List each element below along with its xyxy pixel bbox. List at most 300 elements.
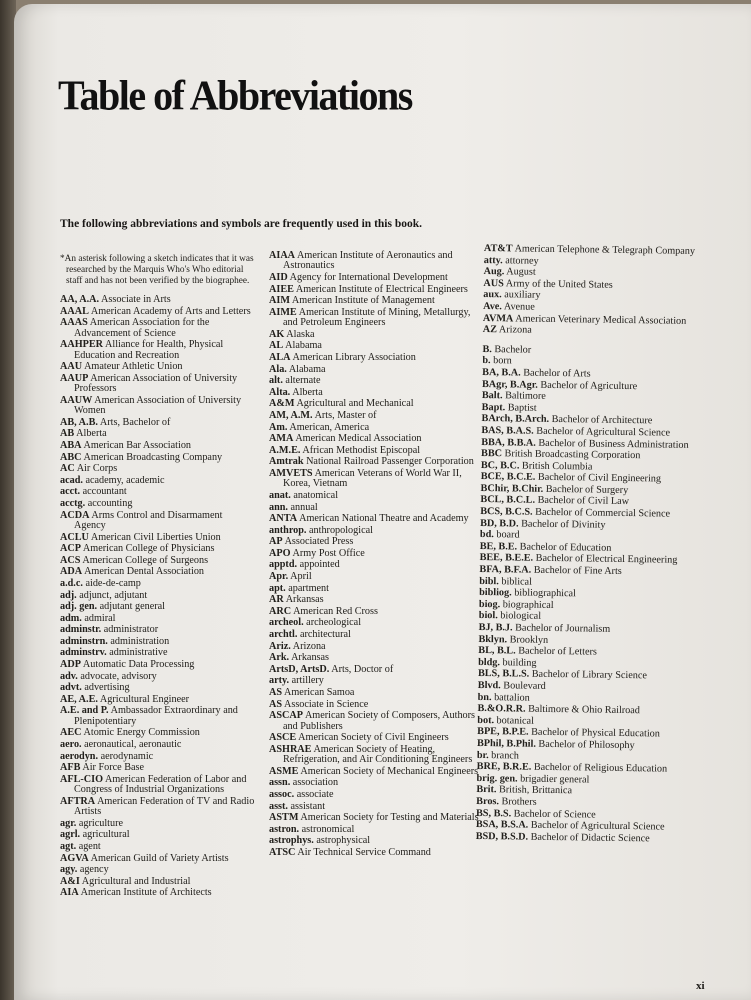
- abbreviation-entry: [269, 653, 479, 663]
- abbreviation-term: a.d.c.: [60, 577, 83, 589]
- abbreviation-term: AUS: [483, 277, 504, 290]
- abbreviation-entry: [269, 376, 479, 386]
- abbreviation-definition: Arts, Bachelor of: [99, 416, 171, 428]
- abbreviation-entry: [269, 618, 479, 628]
- abbreviation-definition: Brooklyn: [509, 633, 549, 646]
- abbreviation-term: ALA: [269, 351, 291, 363]
- abbreviation-entry: [269, 630, 479, 640]
- abbreviation-entry: [60, 819, 256, 829]
- abbreviation-definition: Arkansas: [285, 594, 324, 606]
- abbreviation-entry: [60, 877, 256, 887]
- abbreviation-definition: Bachelor of Didactic Science: [530, 831, 650, 845]
- abbreviation-entry: [269, 802, 479, 812]
- abbreviation-term: assoc.: [269, 788, 295, 800]
- abbreviation-term: AIEE: [269, 283, 294, 295]
- abbreviation-entry: [269, 572, 479, 582]
- abbreviation-term: BAS, B.A.S.: [481, 424, 534, 437]
- abbreviation-term: B.&O.R.R.: [477, 703, 526, 715]
- abbreviation-definition: American Civil Liberties Union: [90, 531, 221, 543]
- abbreviation-definition: Associate in Arts: [101, 294, 171, 305]
- abbreviation-term: acad.: [60, 474, 83, 486]
- abbreviation-definition: aeronautical, aeronautic: [84, 739, 182, 751]
- abbreviation-term: astrophys.: [269, 835, 314, 847]
- abbreviation-definition: academy, academic: [85, 474, 165, 486]
- abbreviation-term: ABA: [60, 439, 82, 451]
- abbreviation-entry: [60, 396, 256, 417]
- abbreviation-entry: [60, 591, 256, 601]
- abbreviation-definition: Air Corps: [76, 463, 118, 475]
- abbreviation-entry: [269, 251, 479, 272]
- abbreviation-term: apptd.: [269, 559, 298, 571]
- abbreviation-entry: [269, 778, 479, 788]
- abbreviation-entry: [269, 491, 479, 501]
- abbreviation-definition: Atomic Energy Commission: [83, 727, 200, 739]
- abbreviation-entry: [60, 544, 256, 554]
- abbreviation-term: ASCE: [269, 732, 297, 744]
- abbreviation-term: ARC: [269, 605, 292, 617]
- abbreviation-definition: American, America: [289, 421, 370, 433]
- abbreviation-term: AS: [269, 698, 283, 710]
- abbreviation-definition: anthropological: [309, 524, 373, 536]
- abbreviation-entry: [269, 688, 479, 698]
- abbreviation-entry: [269, 411, 479, 421]
- abbreviation-term: acctg.: [60, 497, 86, 509]
- abbreviation-definition: advertising: [84, 682, 130, 694]
- abbreviation-definition: Associate in Science: [284, 698, 369, 710]
- abbreviation-entry: [476, 832, 708, 846]
- abbreviation-term: adj.: [60, 589, 77, 601]
- abbreviation-definition: appointed: [299, 559, 340, 571]
- abbreviation-term: ASME: [269, 765, 299, 777]
- abbreviation-entry: [60, 499, 256, 509]
- abbreviation-term: Amtrak: [269, 456, 304, 468]
- abbreviation-definition: American Association of University Women: [74, 394, 242, 417]
- abbreviation-term: bn.: [477, 691, 492, 703]
- abbreviation-definition: Bachelor of Architecture: [551, 414, 653, 427]
- abbreviation-term: AFL-CIO: [60, 773, 104, 785]
- abbreviation-term: BRE, B.R.E.: [476, 761, 532, 773]
- abbreviation-term: AIM: [269, 295, 290, 307]
- abbreviation-entry: [60, 429, 256, 439]
- abbreviation-definition: Agricultural and Mechanical: [296, 398, 414, 410]
- abbreviation-term: AIA: [60, 887, 79, 899]
- abbreviation-definition: August: [506, 266, 536, 278]
- abbreviation-term: AAU: [60, 361, 83, 373]
- abbreviation-term: AAHPER: [60, 339, 104, 351]
- abbreviation-term: BFA, B.F.A.: [479, 564, 532, 576]
- abbreviation-term: BD, B.D.: [480, 517, 519, 530]
- abbreviation-entry: [269, 330, 479, 340]
- abbreviation-term: Bros.: [476, 795, 500, 808]
- abbreviation-definition: advocate, advisory: [80, 670, 157, 682]
- abbreviation-term: adj. gen.: [60, 601, 98, 613]
- abbreviation-definition: aide-de-camp: [85, 577, 141, 589]
- abbreviation-entry: [269, 825, 479, 835]
- abbreviation-entry: [60, 602, 256, 612]
- abbreviation-term: APO: [269, 547, 291, 559]
- abbreviation-entry: [269, 607, 479, 617]
- asterisk-note: *An asterisk following a sketch indicates that it was researched by the Marquis Who's Who editorial staff and has not been verified by the biographee.: [60, 254, 254, 286]
- abbreviation-term: aero.: [60, 739, 82, 751]
- abbreviation-definition: agricultural: [82, 829, 130, 841]
- abbreviation-entry: [60, 511, 256, 532]
- abbreviation-term: AT&T: [483, 243, 513, 255]
- abbreviation-definition: American Guild of Variety Artists: [90, 852, 229, 864]
- abbreviation-entry: [269, 308, 479, 329]
- abbreviation-entry: [60, 374, 256, 395]
- abbreviation-definition: Bachelor of Electrical Engineering: [535, 553, 678, 567]
- abbreviation-term: AAUW: [60, 394, 93, 406]
- abbreviation-definition: Army Post Office: [292, 547, 365, 559]
- abbreviation-term: AAUP: [60, 372, 89, 384]
- abbreviation-term: ASHRAE: [269, 743, 312, 755]
- abbreviation-definition: American Institute of Architects: [80, 887, 212, 899]
- abbreviation-term: ACP: [60, 543, 81, 555]
- abbreviation-definition: Bachelor of Civil Law: [537, 495, 630, 508]
- abbreviation-term: bot.: [477, 714, 495, 726]
- abbreviation-definition: American Society of Civil Engineers: [298, 732, 449, 744]
- abbreviation-definition: Bachelor of Agricultural Science: [530, 819, 665, 833]
- abbreviation-definition: American Association of University Professors: [74, 372, 238, 395]
- abbreviation-term: AE, A.E.: [60, 693, 98, 705]
- abbreviation-entry: [60, 362, 256, 372]
- abbreviation-entry: [269, 595, 479, 605]
- abbreviation-definition: Bachelor of Letters: [518, 645, 597, 658]
- abbreviation-entry: [269, 537, 479, 547]
- abbreviation-entry: [269, 388, 479, 398]
- abbreviation-term: AMA: [269, 433, 294, 445]
- abbreviation-term: ATSC: [269, 846, 296, 858]
- abbreviation-term: Am.: [269, 421, 288, 433]
- abbreviation-definition: American Society of Mechanical Engineers: [300, 765, 479, 777]
- abbreviation-term: ASCAP: [269, 710, 303, 722]
- abbreviation-term: agy.: [60, 864, 78, 876]
- abbreviation-term: AB: [60, 428, 75, 440]
- abbreviation-entry: [60, 706, 256, 727]
- abbreviation-definition: archeological: [306, 617, 362, 629]
- abbreviation-term: archeol.: [269, 617, 304, 629]
- abbreviation-term: bldg.: [478, 656, 501, 669]
- abbreviation-definition: Agency for International Development: [289, 272, 448, 283]
- abbreviation-definition: Bachelor of Philosophy: [538, 738, 635, 752]
- abbreviation-entry: [60, 763, 256, 773]
- abbreviation-definition: Arms Control and Disarmament Agency: [74, 509, 223, 531]
- abbreviation-term: Apr.: [269, 571, 289, 583]
- abbreviation-term: BS, B.S.: [475, 807, 512, 819]
- abbreviation-term: BCL, B.C.L.: [480, 494, 536, 507]
- abbreviation-term: biog.: [478, 598, 501, 611]
- abbreviation-entry: [269, 285, 479, 295]
- abbreviation-definition: American Institute of Mining, Metallurgy, and Petroleum Engineers: [283, 306, 471, 329]
- abbreviation-term: br.: [476, 749, 489, 761]
- abbreviation-term: ABC: [60, 451, 82, 463]
- abbreviation-entry: [60, 625, 256, 635]
- abbreviation-definition: Avenue: [503, 301, 535, 313]
- abbreviation-term: Bapt.: [481, 401, 506, 414]
- abbreviation-entry: [60, 464, 256, 474]
- abbreviation-definition: alternate: [285, 375, 321, 387]
- abbreviation-term: Alta.: [269, 386, 291, 398]
- abbreviation-term: brig. gen.: [476, 772, 518, 785]
- abbreviation-column-1: [60, 254, 256, 900]
- abbreviation-definition: Alliance for Health, Physical Education and Recreation: [74, 339, 224, 361]
- abbreviation-entry: [60, 830, 256, 840]
- abbreviation-definition: associate: [296, 788, 334, 800]
- abbreviation-term: aux.: [483, 289, 502, 301]
- abbreviation-definition: biographical: [502, 599, 554, 611]
- abbreviation-entry: [269, 353, 479, 363]
- abbreviation-term: BSD, B.S.D.: [475, 830, 529, 843]
- abbreviation-definition: astrophysical: [316, 835, 371, 847]
- abbreviation-term: AIAA: [269, 250, 296, 261]
- abbreviation-definition: Bachelor of Education: [519, 541, 612, 554]
- abbreviation-definition: Bachelor: [494, 343, 532, 356]
- abbreviation-definition: American Veterans of World War II, Korea, Vietnam: [283, 467, 462, 490]
- abbreviation-entry: [60, 865, 256, 875]
- abbreviation-definition: aerodynamic: [100, 750, 154, 762]
- abbreviation-term: biol.: [478, 610, 498, 622]
- abbreviation-term: astron.: [269, 823, 300, 835]
- abbreviation-definition: American Bar Association: [83, 439, 192, 451]
- abbreviation-definition: American Society for Testing and Materials: [300, 812, 479, 824]
- abbreviation-entry: [60, 752, 256, 762]
- abbreviation-definition: British Broadcasting Corporation: [504, 448, 641, 462]
- abbreviation-definition: board: [496, 529, 520, 541]
- abbreviation-term: ACLU: [60, 531, 89, 543]
- abbreviation-definition: auxiliary: [504, 289, 541, 302]
- abbreviation-term: AMVETS: [269, 467, 313, 479]
- abbreviation-entry: [60, 648, 256, 658]
- abbreviation-definition: American Telephone & Telegraph Company: [514, 243, 696, 257]
- abbreviation-definition: American Institute of Aeronautics and Astronautics: [283, 250, 453, 272]
- abbreviation-definition: Bachelor of Journalism: [515, 622, 611, 635]
- abbreviation-term: AIME: [269, 306, 297, 318]
- abbreviation-definition: Bachelor of Divinity: [521, 518, 606, 531]
- abbreviation-term: BBA, B.B.A.: [481, 436, 536, 449]
- abbreviation-entry: [269, 399, 479, 409]
- abbreviation-term: AID: [269, 272, 288, 283]
- abbreviation-definition: Agricultural and Industrial: [81, 875, 191, 887]
- abbreviation-definition: attorney: [505, 254, 539, 267]
- abbreviation-term: agrl.: [60, 829, 81, 841]
- abbreviation-term: ACS: [60, 554, 81, 566]
- abbreviation-term: BSA, B.S.A.: [475, 819, 529, 831]
- abbreviation-definition: admiral: [84, 612, 116, 624]
- abbreviation-entry: [269, 745, 479, 766]
- abbreviation-definition: American Federation of Labor and Congress of Industrial Organizations: [74, 773, 247, 796]
- abbreviation-term: BE, B.E.: [479, 540, 518, 553]
- abbreviation-column-3: [476, 244, 716, 846]
- abbreviation-definition: battalion: [494, 691, 530, 704]
- abbreviation-entry: [269, 423, 479, 433]
- abbreviation-term: BBC: [480, 448, 503, 460]
- abbreviation-term: acct.: [60, 486, 81, 498]
- abbreviation-term: Ariz.: [269, 640, 291, 652]
- abbreviation-entry: [60, 295, 256, 305]
- abbreviation-term: Balt.: [481, 390, 503, 402]
- abbreviation-entry: [269, 341, 479, 351]
- abbreviation-term: adv.: [60, 670, 78, 682]
- abbreviation-definition: African Methodist Episcopal: [302, 444, 421, 456]
- abbreviation-entry: [60, 441, 256, 451]
- abbreviation-column-2: [269, 251, 479, 860]
- abbreviation-definition: Alberta: [76, 428, 107, 440]
- abbreviation-definition: Alabama: [285, 340, 322, 352]
- abbreviation-definition: American Federation of TV and Radio Artists: [74, 795, 255, 818]
- abbreviation-entry: [60, 683, 256, 693]
- abbreviation-entry: [60, 340, 256, 361]
- abbreviation-term: BChir, B.Chir.: [480, 482, 544, 495]
- abbreviation-definition: Amateur Athletic Union: [84, 361, 183, 373]
- abbreviation-definition: anatomical: [293, 489, 339, 501]
- page-title: Table of Abbreviations: [58, 71, 412, 120]
- abbreviation-term: apt.: [269, 582, 286, 594]
- abbreviation-entry: [60, 888, 256, 898]
- abbreviation-term: AB, A.B.: [60, 416, 98, 428]
- abbreviation-term: Blvd.: [477, 679, 501, 692]
- abbreviation-term: AM, A.M.: [269, 409, 313, 421]
- book-page: [14, 4, 751, 1000]
- abbreviation-definition: Arts, Master of: [314, 409, 377, 421]
- abbreviation-entry: [269, 526, 479, 536]
- abbreviation-entry: [60, 487, 256, 497]
- abbreviation-entry: [60, 453, 256, 463]
- abbreviation-definition: agency: [79, 864, 109, 876]
- abbreviation-entry: [60, 695, 256, 705]
- abbreviation-definition: administrator: [103, 624, 159, 636]
- abbreviation-definition: Arizona: [498, 324, 532, 336]
- abbreviation-entry: [60, 418, 256, 428]
- abbreviation-definition: adjutant general: [99, 601, 165, 613]
- abbreviation-entry: [269, 273, 479, 283]
- abbreviation-entry: [269, 711, 479, 732]
- abbreviation-term: A.M.E.: [269, 444, 301, 456]
- abbreviation-term: ADA: [60, 566, 83, 578]
- abbreviation-term: bd.: [479, 529, 494, 541]
- abbreviation-definition: April: [290, 571, 312, 583]
- abbreviation-entry: [60, 775, 256, 796]
- abbreviation-term: BCS, B.C.S.: [480, 506, 533, 518]
- abbreviation-term: asst.: [269, 800, 288, 812]
- abbreviation-entry: [60, 614, 256, 624]
- abbreviation-definition: Bachelor of Surgery: [545, 483, 629, 496]
- abbreviation-definition: American Red Cross: [293, 605, 378, 617]
- abbreviation-term: AP: [269, 536, 283, 548]
- abbreviation-definition: Baltimore: [505, 390, 546, 403]
- abbreviation-term: assn.: [269, 777, 291, 789]
- abbreviation-definition: Bachelor of Library Science: [531, 669, 647, 682]
- abbreviation-entry: [60, 728, 256, 738]
- abbreviation-definition: Bachelor of Agriculture: [540, 379, 638, 392]
- abbreviation-entry: [269, 665, 479, 675]
- abbreviation-entry: [60, 567, 256, 577]
- abbreviation-term: ACDA: [60, 509, 90, 521]
- abbreviation-definition: American Society of Composers, Authors and Publishers: [283, 710, 476, 732]
- abbreviation-definition: Boulevard: [503, 680, 546, 692]
- abbreviation-definition: Bachelor of Civil Engineering: [537, 472, 662, 485]
- abbreviation-entry: [269, 503, 479, 513]
- abbreviation-definition: agent: [78, 841, 101, 852]
- abbreviation-entry: [60, 533, 256, 543]
- abbreviation-term: BArch, B.Arch.: [481, 413, 550, 426]
- abbreviation-term: AR: [269, 594, 284, 606]
- abbreviation-term: ANTA: [269, 513, 298, 525]
- abbreviation-entry: [60, 854, 256, 864]
- abbreviation-definition: agriculture: [78, 817, 123, 829]
- abbreviation-term: AAAS: [60, 317, 88, 329]
- abbreviation-definition: American Academy of Arts and Letters: [90, 305, 251, 317]
- abbreviation-definition: Air Technical Service Command: [297, 846, 431, 858]
- abbreviation-term: anat.: [269, 489, 291, 501]
- abbreviation-definition: architectural: [299, 629, 351, 641]
- abbreviation-term: BAgr, B.Agr.: [481, 378, 538, 391]
- abbreviation-term: A.E. and P.: [60, 705, 109, 717]
- abbreviation-term: BJ, B.J.: [478, 621, 513, 634]
- abbreviation-definition: Baptist: [507, 402, 537, 414]
- abbreviation-term: ADP: [60, 659, 81, 671]
- abbreviation-entry: [60, 556, 256, 566]
- abbreviation-entry: [269, 733, 479, 743]
- abbreviation-definition: Bachelor of Business Administration: [538, 437, 689, 451]
- abbreviation-definition: bibliographical: [514, 587, 576, 600]
- abbreviation-definition: American Samoa: [284, 687, 355, 698]
- abbreviation-definition: Arizona: [292, 640, 326, 652]
- abbreviation-term: bibliog.: [479, 587, 512, 599]
- abbreviation-entry: [269, 848, 479, 858]
- abbreviation-term: BPhil, B.Phil.: [476, 737, 536, 750]
- abbreviation-definition: brigadier general: [520, 773, 590, 786]
- abbreviation-entry: [60, 476, 256, 486]
- abbreviation-term: adminstr.: [60, 624, 102, 636]
- abbreviation-definition: annual: [290, 501, 318, 513]
- abbreviation-definition: Arts, Doctor of: [331, 663, 394, 675]
- abbreviation-definition: British Columbia: [521, 460, 593, 473]
- abbreviation-term: b.: [482, 355, 491, 367]
- abbreviation-definition: American College of Surgeons: [82, 554, 209, 566]
- abbreviation-entry: [269, 584, 479, 594]
- abbreviation-entry: [269, 642, 479, 652]
- abbreviation-entry: [60, 740, 256, 750]
- abbreviation-definition: administrative: [109, 647, 168, 659]
- abbreviation-term: AGVA: [60, 852, 89, 864]
- abbreviation-term: ASTM: [269, 812, 299, 824]
- abbreviation-entry: [60, 318, 256, 339]
- abbreviation-definition: Bachelor of Science: [513, 807, 596, 821]
- abbreviation-term: bibl.: [479, 575, 499, 587]
- abbreviation-definition: Alaska: [286, 328, 315, 340]
- abbreviation-entry: [269, 434, 479, 444]
- abbreviation-term: aerodyn.: [60, 750, 99, 762]
- abbreviation-definition: Automatic Data Processing: [82, 659, 195, 671]
- abbreviation-definition: apartment: [288, 582, 329, 594]
- abbreviation-term: archtl.: [269, 629, 298, 641]
- abbreviation-term: AZ: [482, 324, 498, 336]
- abbreviation-definition: astronomical: [301, 823, 355, 835]
- intro-text: The following abbreviations and symbols are frequently used in this book.: [60, 218, 423, 230]
- abbreviation-term: adminstrv.: [60, 647, 107, 659]
- abbreviation-definition: biological: [500, 610, 542, 623]
- abbreviation-entry: [269, 296, 479, 306]
- abbreviation-term: AS: [269, 687, 283, 698]
- abbreviation-definition: administration: [110, 635, 170, 647]
- abbreviation-definition: Bachelor of Arts: [523, 367, 591, 380]
- abbreviation-term: BLS, B.L.S.: [477, 668, 530, 681]
- abbreviation-definition: Bachelor of Physical Education: [531, 727, 660, 740]
- abbreviation-term: Bklyn.: [478, 633, 508, 645]
- abbreviation-definition: Bachelor of Commercial Science: [535, 506, 671, 520]
- abbreviation-definition: assistant: [290, 800, 326, 812]
- abbreviation-definition: American Institute of Electrical Engineers: [295, 283, 468, 295]
